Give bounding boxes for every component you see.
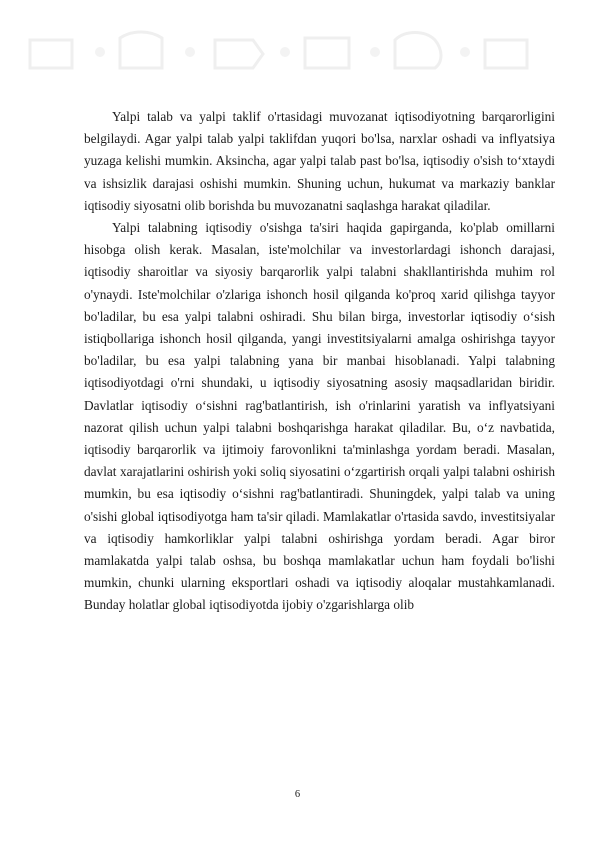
paragraph-2: Yalpi talabning iqtisodiy o'sishga ta'siri haqida gapirganda, ko'plab omillarni hisobga olish kerak. Masalan, iste'molchilar va investorlardagi ishonch darajasi, iqtisodiy sharoitlar va siyosiy barqarorlik yalpi talabni shakllantirishda muhim rol o'ynaydi. Iste'molchilar o'zlariga ishonch hosil qilganda ko'proq xarid qilishga tayyor bo'ladilar, bu esa yalpi talabni oshiradi. Shu bilan birga, investorlar iqtisodiy o‘sish istiqbollariga ishonch hosil qilganda, yangi investitsiyalarni amalga oshirishga tayyor bo'ladilar, bu esa yalpi talabning yana bir manbai hisoblanadi. Yalpi talabning iqtisodiyotdagi o'rni shundaki, u iqtisodiy siyosatning asosiy maqsadlaridan biridir. Davlatlar iqtisodiy o‘sishni rag'batlantirish, ish o'rinlarini yaratish va inflyatsiyani nazorat qilish uchun yalpi talabni boshqarishga harakat qiladilar. Bu, o‘z navbatida, iqtisodiy barqarorlik va ijtimoiy farovonlikni ta'minlashga yordam beradi. Masalan, davlat xarajatlarini oshirish yoki soliq siyosatini o‘zgartirish orqali yalpi talabni oshirish mumkin, bu esa iqtisodiy o‘sishni rag'batlantiradi. Shuningdek, yalpi talab va uning o'sishi global iqtisodiyotga ham ta'sir qiladi. Mamlakatlar o'rtasida savdo, investitsiyalar va iqtisodiy hamkorliklar yalpi talabni oshirishga yordam beradi. Agar biror mamlakatda yalpi talab oshsa, bu boshqa mamlakatlar uchun ham foydali bo'lishi mumkin, chunki ularning eksportlari oshadi va iqtisodiy aloqalar mustahkamlanadi. Bunday holatlar global iqtisodiyotda ijobiy o'zgarishlarga olib — [84, 220, 555, 613]
document-body — [84, 106, 555, 617]
paragraph-1: Yalpi talab va yalpi taklif o'rtasidagi muvozanat iqtisodiyotning barqarorligini belgilaydi. Agar yalpi talab yalpi taklifdan yuqori bo'lsa, narxlar oshadi va inflyatsiya yuzaga kelishi mumkin. Aksincha, agar yalpi talab past bo'lsa, iqtisodiy o'sish to‘xtaydi va ishsizlik darajasi oshishi mumkin. Shuning uchun, hukumat va markaziy banklar iqtisodiy siyosatni olib borishda bu muvozanatni saqlashga harakat qiladilar. — [84, 109, 555, 213]
page-number: 6 — [294, 789, 301, 800]
